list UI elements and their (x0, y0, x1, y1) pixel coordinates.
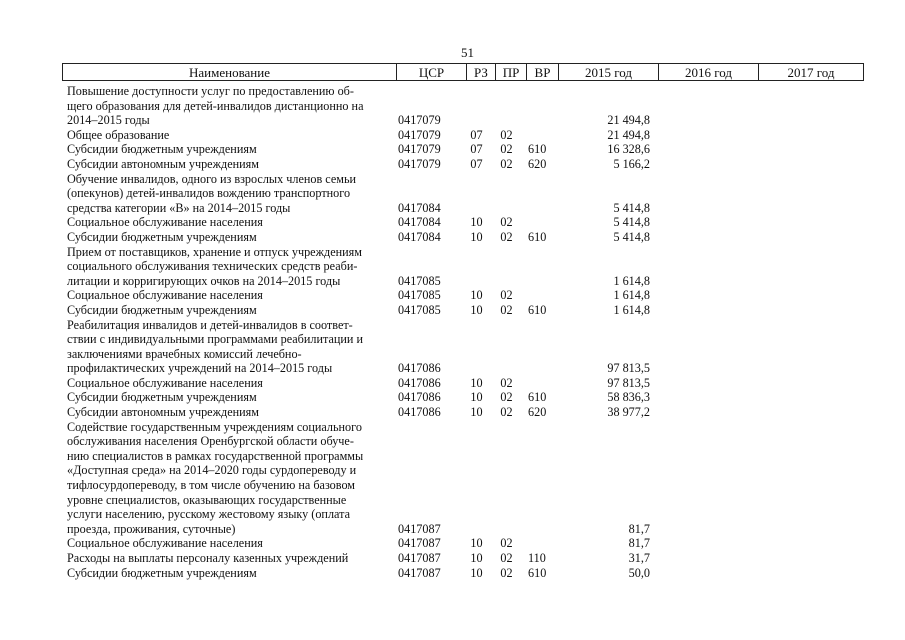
row-vr: 610 (528, 390, 547, 405)
table-row (62, 128, 864, 143)
table-row (62, 318, 864, 376)
header-2017: 2017 год (787, 65, 835, 80)
table-body (62, 84, 864, 580)
row-value-2015: 1 614,8 (613, 288, 650, 303)
row-rz: 07 (470, 142, 483, 157)
row-value-2015: 31,7 (628, 551, 650, 565)
row-pr: 02 (500, 565, 513, 580)
row-name-line: профилактических учреждений на 2014–2015 годы (67, 361, 333, 376)
row-name-line: (опекунов) детей-инвалидов вождению транспортного (67, 186, 351, 201)
row-vr: 610 (528, 229, 547, 244)
row-value-2015: 1 614,8 (613, 273, 650, 288)
table-row (62, 303, 864, 318)
row-name-line: Субсидии бюджетным учреждениям (67, 229, 257, 244)
header-csr: ЦСР (397, 64, 467, 80)
row-value-2015: 5 166,2 (613, 156, 650, 171)
row-vr: 620 (528, 156, 547, 171)
row-value-2015: 81,7 (628, 536, 650, 551)
row-name (62, 128, 392, 143)
row-csr: 0417084 (398, 229, 441, 244)
row-rz: 10 (470, 565, 483, 580)
row-name-line: ствии с индивидуальными программами реабилитации и (67, 332, 364, 347)
row-value-2015: 1 614,8 (613, 302, 650, 317)
header-name: Наименование (63, 64, 397, 80)
row-value-2015: 38 977,2 (607, 405, 650, 420)
row-pr: 02 (500, 375, 513, 390)
row-name-line: нию специалистов в рамках государственной программы (67, 448, 364, 463)
row-name-line: щего образования для детей-инвалидов дистанционно на (67, 98, 364, 113)
row-name (62, 536, 392, 551)
row-value-2015: 21 494,8 (607, 113, 650, 128)
row-csr: 0417087 (398, 565, 441, 580)
row-name (62, 288, 392, 303)
row-csr: 0417085 (398, 273, 441, 288)
row-name-line: Обучение инвалидов, одного из взрослых членов семьи (67, 171, 357, 186)
table-row (62, 288, 864, 303)
row-vr: 620 (528, 405, 547, 420)
row-name (62, 318, 392, 376)
table-row (62, 376, 864, 391)
row-value-2015: 97 813,5 (607, 361, 650, 376)
row-pr: 02 (500, 215, 513, 230)
row-pr: 02 (500, 551, 513, 565)
row-name-line: Субсидии бюджетным учреждениям (67, 390, 257, 405)
row-csr: 0417085 (398, 302, 441, 317)
row-vr: 110 (528, 551, 546, 565)
row-name (62, 215, 392, 230)
row-rz: 10 (470, 302, 483, 317)
row-value-2015: 97 813,5 (607, 375, 650, 390)
row-name (62, 172, 392, 216)
row-rz: 10 (470, 405, 483, 420)
table-row (62, 420, 864, 537)
row-name-line: Социальное обслуживание населения (67, 215, 263, 230)
row-name (62, 245, 392, 289)
row-csr: 0417079 (398, 127, 441, 142)
row-name (62, 405, 392, 420)
row-csr: 0417079 (398, 156, 441, 171)
row-value-2015: 81,7 (628, 521, 650, 536)
row-name (62, 230, 392, 245)
row-name-line: тифлосурдопереводу, в том числе обучению на базовом (67, 478, 356, 493)
row-csr: 0417087 (398, 536, 441, 551)
row-name-line: Субсидии автономным учреждениям (67, 405, 259, 420)
row-name-line: «Доступная среда» на 2014–2020 годы сурдопереводу и (67, 463, 357, 478)
row-name (62, 566, 392, 581)
row-csr: 0417084 (398, 215, 441, 230)
row-rz: 10 (470, 215, 483, 230)
row-name-line: услуги населению, русскому жестовому языку (оплата (67, 507, 351, 522)
row-name-line: Повышение доступности услуг по предоставлению об- (67, 84, 354, 98)
table-row (62, 390, 864, 405)
row-name-line: уровне специалистов, оказывающих государственные (67, 492, 347, 507)
row-value-2015: 5 414,8 (613, 215, 650, 230)
row-name-line: Расходы на выплаты персоналу казенных учреждений (67, 551, 349, 565)
row-pr: 02 (500, 405, 513, 420)
row-vr: 610 (528, 302, 547, 317)
row-name-line: обслуживания населения Оренбургской области обуче- (67, 434, 354, 449)
row-csr: 0417086 (398, 390, 441, 405)
row-name-line: Прием от поставщиков, хранение и отпуск учреждениям (67, 244, 362, 259)
row-name (62, 303, 392, 318)
header-2016: 2016 год (659, 64, 759, 80)
row-value-2015: 16 328,6 (607, 142, 650, 157)
row-name (62, 376, 392, 391)
table-row (62, 172, 864, 216)
header-vr: ВР (527, 64, 559, 80)
header-pr: ПР (496, 64, 527, 80)
table-row (62, 566, 864, 581)
row-value-2015: 50,0 (628, 565, 650, 580)
row-name-line: Общее образование (67, 127, 170, 142)
row-pr: 02 (500, 229, 513, 244)
row-csr: 0417086 (398, 361, 441, 376)
row-rz: 10 (470, 551, 483, 565)
row-pr: 02 (500, 302, 513, 317)
row-csr: 0417087 (398, 521, 441, 536)
table-row (62, 405, 864, 420)
row-rz: 10 (470, 390, 483, 405)
table-row (62, 142, 864, 157)
row-csr: 0417079 (398, 113, 441, 128)
row-name (62, 84, 392, 128)
row-value-2015: 21 494,8 (607, 127, 650, 142)
row-vr: 610 (528, 142, 547, 157)
row-pr: 02 (500, 127, 513, 142)
row-name-line: социального обслуживания технических средств реаби- (67, 259, 358, 274)
row-name-line: Социальное обслуживание населения (67, 288, 263, 303)
table-row (62, 157, 864, 172)
table-row (62, 215, 864, 230)
row-rz: 07 (470, 156, 483, 171)
row-csr: 0417084 (398, 200, 441, 215)
row-rz: 10 (470, 229, 483, 244)
row-name-line: Содействие государственным учреждениям социального (67, 419, 362, 434)
row-pr: 02 (500, 288, 513, 303)
row-value-2015: 5 414,8 (613, 200, 650, 215)
row-csr: 0417079 (398, 142, 441, 157)
row-csr: 0417085 (398, 288, 441, 303)
row-csr: 0417087 (398, 551, 441, 565)
row-name (62, 420, 392, 537)
table-row (62, 230, 864, 245)
row-name-line: Социальное обслуживание населения (67, 375, 263, 390)
row-pr: 02 (500, 536, 513, 551)
table-row (62, 536, 864, 551)
row-name (62, 551, 392, 566)
page-number: 51 (461, 45, 474, 60)
row-name-line: Социальное обслуживание населения (67, 536, 263, 551)
row-value-2015: 5 414,8 (613, 229, 650, 244)
row-rz: 10 (470, 375, 483, 390)
row-name-line: Реабилитация инвалидов и детей-инвалидов в соответ- (67, 317, 353, 332)
row-name-line: проезда, проживания, суточные) (67, 521, 236, 536)
table-row (62, 551, 864, 566)
row-name-line: Субсидии бюджетным учреждениям (67, 565, 257, 580)
row-name-line: средства категории «В» на 2014–2015 годы (67, 200, 291, 215)
table-header (62, 63, 864, 81)
row-pr: 02 (500, 390, 513, 405)
row-csr: 0417086 (398, 405, 441, 420)
row-name-line: 2014–2015 годы (67, 113, 150, 128)
row-name (62, 157, 392, 172)
table-row (62, 245, 864, 289)
row-rz: 07 (470, 127, 483, 142)
row-name-line: литации и корригирующих очков на 2014–2015 годы (67, 273, 341, 288)
row-name (62, 142, 392, 157)
header-rz: РЗ (467, 64, 496, 80)
table-row (62, 84, 864, 128)
row-rz: 10 (470, 536, 483, 551)
row-pr: 02 (500, 156, 513, 171)
row-rz: 10 (470, 288, 483, 303)
row-vr: 610 (528, 565, 547, 580)
row-pr: 02 (500, 142, 513, 157)
row-csr: 0417086 (398, 375, 441, 390)
header-2015: 2015 год (559, 64, 659, 80)
row-name-line: заключениями врачебных комиссий лечебно- (67, 346, 302, 361)
row-name-line: Субсидии автономным учреждениям (67, 156, 259, 171)
row-name-line: Субсидии бюджетным учреждениям (67, 302, 257, 317)
row-name (62, 390, 392, 405)
row-name-line: Субсидии бюджетным учреждениям (67, 142, 257, 157)
row-value-2015: 58 836,3 (607, 390, 650, 405)
